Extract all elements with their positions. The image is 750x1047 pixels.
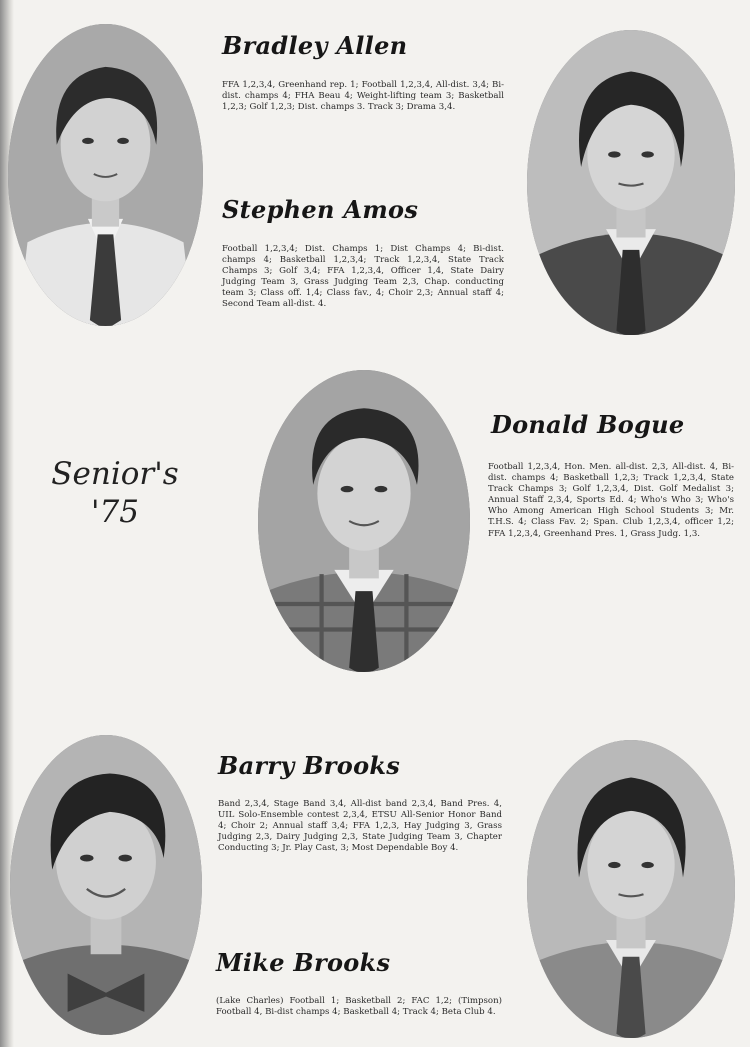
portrait-bradley-allen [8, 24, 203, 326]
section-title [40, 455, 190, 531]
section-title-line2: '75 [91, 494, 139, 530]
student-bio-donald-bogue: Football 1,2,3,4, Hon. Men. all-dist. 2,3, All-dist. 4, Bi-dist. champs 4; Basketball 1,2,3; Track 1,2,3,4, State Track Champs 3; Golf 1,2,3,4, Dist. Golf Medalist 3; Annual Staff 2,3,4, Sports Ed. 4; Who's Who 3; Who's Who Among American High School Students 3; Mr. T.H.S. 4; Class Fav. 2; Span. Club 1,2,3,4, officer 1,2; FFA 1,2,3,4, Greenhand Pres. 1, Grass Judg. 1,3. [488, 462, 734, 539]
portrait-barry-brooks [10, 735, 202, 1035]
student-bio-barry-brooks: Band 2,3,4, Stage Band 3,4, All-dist band 2,3,4, Band Pres. 4, UIL Solo-Ensemble contest 2,3,4, ETSU All-Senior Honor Band 4; Choir 2; Annual staff 3,4; FFA 1,2,3, Hay Judging 3, Grass Judging 2,3, Dairy Judging 2,3, State Judging Team 3, Chapter Conducting 3; Jr. Play Cast, 3; Most Dependable Boy 4. [218, 799, 502, 854]
student-name-barry-brooks: Barry Brooks [218, 751, 401, 780]
student-name-bradley-allen: Bradley Allen [222, 31, 408, 60]
section-title-line1: Senior's [51, 456, 179, 492]
student-name-stephen-amos: Stephen Amos [222, 195, 419, 224]
student-bio-stephen-amos: Football 1,2,3,4; Dist. Champs 1; Dist Champs 4; Bi-dist. champs 4; Basketball 1,2,3,4; Track 1,2,3,4, State Track Champs 3; Golf 3,4; FFA 1,2,3,4, Officer 1,4, State Dairy Judging Team 3, Grass Judging Team 2,3, Chap. conducting team 3; Class off. 1,4; Class fav., 4; Choir 2,3; Annual staff 4; Second Team all-dist. 4. [222, 244, 504, 310]
student-bio-bradley-allen: FFA 1,2,3,4, Greenhand rep. 1; Football 1,2,3,4, All-dist. 3,4; Bi-dist. champs 4; FHA Beau 4; Weight-lifting team 3; Basketball 1,2,3; Golf 1,2,3; Dist. champs 3. Track 3; Drama 3,4. [222, 80, 504, 113]
portrait-donald-bogue [258, 370, 470, 672]
student-name-mike-brooks: Mike Brooks [216, 948, 391, 977]
portrait-mike-brooks [527, 740, 735, 1038]
portrait-stephen-amos [527, 30, 735, 335]
student-name-donald-bogue: Donald Bogue [491, 410, 685, 439]
student-bio-mike-brooks: (Lake Charles) Football 1; Basketball 2; FAC 1,2; (Timpson) Football 4, Bi-dist champs 4; Basketball 4; Track 4; Beta Club 4. [216, 996, 502, 1018]
